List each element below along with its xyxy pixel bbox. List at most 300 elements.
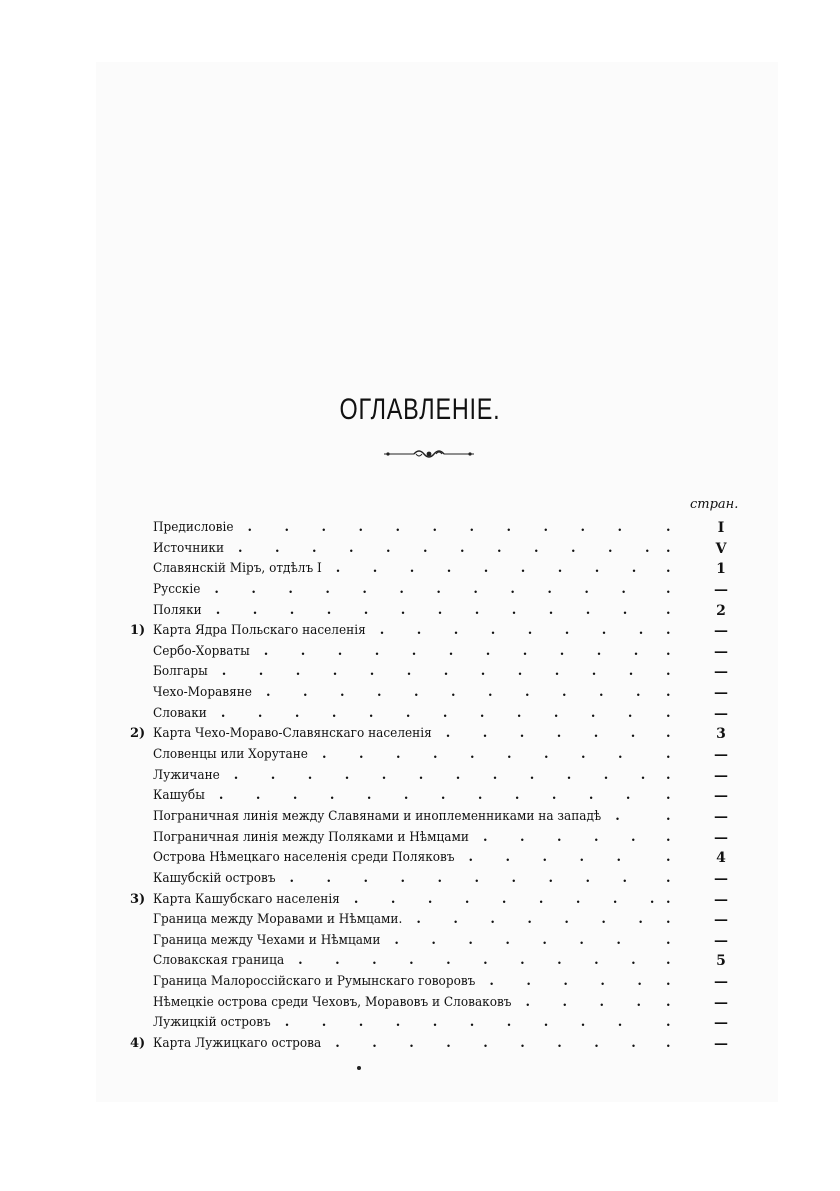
leader-dot: . (579, 850, 585, 866)
leader-dot: . (362, 581, 367, 597)
leader-dot: . (453, 623, 459, 639)
leader-dot: . (630, 726, 636, 742)
toc-entry (0, 1034, 840, 1055)
leader-dot: . (580, 747, 586, 763)
leader-dot: . (616, 932, 621, 948)
leader-dot: . (590, 705, 596, 721)
leader-dot: . (666, 602, 671, 618)
toc-entry-label: Сербо-Хорваты (153, 643, 250, 659)
leader-dot: . (563, 974, 568, 990)
leader-dot: . (525, 994, 531, 1010)
leader-dot: . (326, 870, 332, 886)
leader-dot: . (543, 520, 549, 535)
leader-dot: . (526, 974, 531, 990)
leader-dot: . (275, 540, 280, 556)
leader-dot: . (372, 1036, 377, 1052)
toc-entry (0, 1013, 840, 1034)
leader-dot: . (406, 664, 412, 680)
leader-dot: . (645, 540, 650, 556)
toc-entry (0, 662, 840, 683)
toc-entry-label: Кашубы (153, 788, 205, 804)
toc-entry (0, 931, 840, 952)
leader-dot: . (622, 870, 628, 886)
toc-entry-page: — (714, 912, 728, 929)
leader-dot: . (474, 870, 480, 886)
leader-dot: . (559, 643, 565, 659)
leader-dot: . (390, 891, 396, 907)
toc-entry (0, 518, 840, 539)
leader-dot: . (295, 664, 301, 680)
toc-entry-number: 4) (130, 1036, 146, 1052)
toc-entry (0, 972, 840, 993)
ornament-divider-icon (384, 446, 474, 462)
leader-dot: . (666, 1015, 671, 1031)
table-of-contents (0, 518, 840, 1055)
toc-entry-label: Граница между Моравами и Нѣмцами. (153, 912, 403, 928)
leader-dot: . (538, 891, 544, 907)
leader-dot: . (542, 850, 548, 866)
leader-dot: . (561, 685, 567, 701)
leader-dot: . (321, 1015, 327, 1031)
leader-dot: . (517, 664, 523, 680)
toc-entry-page: — (714, 994, 728, 1011)
leader-dot: . (490, 623, 496, 639)
leader-dot: . (487, 685, 493, 701)
toc-entry (0, 869, 840, 890)
leader-dot: . (363, 870, 369, 886)
leader-dot: . (637, 974, 642, 990)
leader-dot: . (616, 850, 622, 866)
leader-dot: . (409, 953, 414, 969)
leader-dot: . (416, 623, 422, 639)
leader-dot: . (423, 540, 428, 556)
leader-dot: . (621, 581, 626, 597)
leader-dot: . (300, 643, 306, 659)
leader-dot: . (591, 664, 597, 680)
toc-entry-label: Славянскiй Мiръ, отдѣлъ I (153, 561, 322, 577)
leader-dot: . (455, 767, 461, 783)
toc-entry-page: — (714, 705, 728, 722)
leader-dot: . (255, 788, 261, 804)
leader-dot: . (440, 788, 446, 804)
leader-dot: . (358, 520, 364, 535)
toc-entry (0, 807, 840, 828)
leader-dot: . (580, 520, 586, 535)
leader-dot: . (233, 767, 239, 783)
leader-dot: . (284, 520, 290, 535)
leader-dot: . (479, 705, 485, 721)
leader-dot: . (335, 953, 340, 969)
leader-dot: . (448, 643, 454, 659)
toc-entry (0, 993, 840, 1014)
leader-dot: . (337, 643, 343, 659)
toc-entry-label: Пограничная линiя между Поляками и Нѣмцами (153, 829, 469, 845)
toc-entry-page: — (714, 808, 728, 825)
leader-dot: . (394, 932, 399, 948)
toc-entry-label: Карта Лужицкаго острова (153, 1036, 322, 1052)
leader-dot: . (469, 520, 475, 535)
leader-dot: . (395, 747, 401, 763)
leader-dot: . (553, 705, 559, 721)
leader-dot: . (580, 1015, 586, 1031)
leader-dot: . (460, 540, 465, 556)
leader-dot: . (376, 685, 382, 701)
leader-dot: . (474, 602, 480, 618)
leader-dot: . (446, 1036, 451, 1052)
toc-entry (0, 621, 840, 642)
leader-dot: . (575, 891, 581, 907)
toc-entry-page: 2 (716, 602, 726, 619)
leader-dot: . (483, 561, 489, 577)
leader-dot: . (292, 788, 298, 804)
leader-dot: . (307, 767, 313, 783)
leader-dot: . (633, 643, 639, 659)
leader-dot: . (482, 726, 488, 742)
leader-dot: . (432, 747, 438, 763)
leader-dot: . (666, 581, 671, 597)
leader-dot: . (631, 953, 636, 969)
leader-dot: . (289, 602, 295, 618)
leader-dot: . (608, 540, 613, 556)
leader-dot: . (325, 581, 330, 597)
leader-dot: . (381, 767, 387, 783)
leader-dot: . (432, 520, 438, 535)
leader-dot: . (556, 829, 562, 845)
leader-dot: . (666, 643, 671, 659)
toc-entry-number: 2) (130, 726, 146, 742)
toc-entry-label: Словенцы или Хорутане (153, 747, 308, 763)
leader-dot: . (666, 1036, 671, 1052)
leader-dot: . (363, 602, 369, 618)
leader-dot: . (506, 747, 512, 763)
leader-dot: . (492, 767, 498, 783)
leader-dot: . (302, 685, 308, 701)
leader-dot: . (666, 623, 671, 639)
toc-entry-page: 3 (716, 726, 726, 743)
toc-entry-number: 1) (130, 623, 146, 639)
leader-dot: . (516, 705, 522, 721)
leader-dot: . (666, 520, 671, 535)
leader-dot: . (603, 767, 609, 783)
toc-entry-page: 4 (716, 850, 726, 867)
leader-dot: . (368, 705, 374, 721)
leader-dot: . (556, 726, 562, 742)
toc-entry-label: Карта Ядра Польскаго населенiя (153, 623, 366, 639)
toc-entry-label: Граница между Чехами и Нѣмцами (153, 932, 381, 948)
leader-dot: . (411, 643, 417, 659)
leader-dot: . (437, 602, 443, 618)
leader-dot: . (627, 705, 633, 721)
leader-dot: . (409, 561, 415, 577)
page-title: ОГЛАВЛЕНIЕ. (339, 393, 501, 426)
leader-dot: . (585, 870, 591, 886)
toc-entry-page: — (714, 623, 728, 640)
leader-dot: . (369, 664, 375, 680)
leader-dot: . (214, 581, 219, 597)
leader-dot: . (622, 602, 628, 618)
leader-dot: . (445, 726, 451, 742)
leader-dot: . (585, 602, 591, 618)
leader-dot: . (548, 870, 554, 886)
leader-dot: . (483, 1036, 488, 1052)
leader-dot: . (468, 932, 473, 948)
leader-dot: . (617, 747, 623, 763)
leader-dot: . (557, 953, 562, 969)
leader-dot: . (666, 705, 671, 721)
leader-dot: . (238, 540, 243, 556)
leader-dot: . (640, 767, 646, 783)
leader-dot: . (298, 953, 303, 969)
leader-dot: . (366, 788, 372, 804)
leader-dot: . (631, 561, 637, 577)
leader-dot: . (666, 850, 671, 866)
leader-dot: . (584, 581, 589, 597)
leader-dot: . (416, 912, 421, 928)
leader-dot: . (636, 994, 642, 1010)
leader-dot: . (666, 664, 671, 680)
toc-entry-page: — (714, 767, 728, 784)
toc-entry-page: V (715, 540, 727, 557)
leader-dot: . (405, 705, 411, 721)
leader-dot: . (649, 891, 655, 907)
leader-dot: . (358, 747, 364, 763)
leader-dot: . (331, 705, 337, 721)
leader-dot: . (221, 664, 227, 680)
toc-entry-page: — (714, 664, 728, 681)
leader-dot: . (543, 1015, 549, 1031)
toc-entry (0, 559, 840, 580)
leader-dot: . (468, 850, 474, 866)
leader-dot: . (510, 581, 515, 597)
leader-dot: . (579, 932, 584, 948)
leader-dot: . (312, 540, 317, 556)
leader-dot: . (349, 540, 354, 556)
toc-entry (0, 890, 840, 911)
leader-dot: . (519, 829, 525, 845)
leader-dot: . (215, 602, 221, 618)
leader-dot: . (258, 664, 264, 680)
page-column-header: стран. (690, 497, 739, 512)
leader-dot: . (564, 623, 570, 639)
leader-dot: . (501, 891, 507, 907)
leader-dot: . (638, 623, 644, 639)
leader-dot: . (600, 974, 605, 990)
leader-dot: . (432, 1015, 438, 1031)
leader-dot: . (288, 581, 293, 597)
toc-entry-page: — (714, 685, 728, 702)
leader-dot: . (446, 953, 451, 969)
leader-dot: . (374, 643, 380, 659)
leader-dot: . (615, 808, 620, 824)
toc-entry-page: — (714, 870, 728, 887)
toc-entry-page: — (714, 1015, 728, 1032)
leader-dot: . (446, 561, 452, 577)
toc-entry-label: Нѣмецкiе острова среди Чеховъ, Моравовъ и Словаковъ (153, 994, 512, 1010)
leader-dot: . (505, 932, 510, 948)
toc-entry-label: Карта Кашубскаго населенiя (153, 891, 340, 907)
leader-dot: . (666, 953, 671, 969)
leader-dot: . (593, 726, 599, 742)
toc-entry-label: Лужичане (153, 767, 220, 783)
toc-entry-label: Русскiе (153, 581, 201, 597)
toc-entry-label: Предисловiе (153, 520, 234, 535)
toc-entry-label: Граница Малороссiйскаго и Румынскаго говоровъ (153, 974, 476, 990)
leader-dot: . (511, 870, 517, 886)
leader-dot: . (358, 1015, 364, 1031)
leader-dot: . (666, 932, 671, 948)
leader-dot: . (666, 891, 671, 907)
leader-dot: . (666, 994, 671, 1010)
leader-dot: . (547, 581, 552, 597)
ink-speck (357, 1066, 361, 1070)
leader-dot: . (520, 953, 525, 969)
leader-dot: . (666, 767, 671, 783)
toc-entry-label: Лужицкiй островъ (153, 1015, 271, 1031)
toc-entry-page: — (714, 829, 728, 846)
toc-entry-label: Чехо-Моравяне (153, 685, 252, 701)
leader-dot: . (220, 705, 226, 721)
leader-dot: . (437, 870, 443, 886)
toc-entry-label: Кашубскiй островъ (153, 870, 276, 886)
leader-dot: . (630, 829, 636, 845)
leader-dot: . (594, 1036, 599, 1052)
leader-dot: . (612, 891, 618, 907)
leader-dot: . (386, 540, 391, 556)
leader-dot: . (395, 520, 401, 535)
leader-dot: . (469, 1015, 475, 1031)
leader-dot: . (666, 726, 671, 742)
toc-entry-label: Острова Нѣмецкаго населенiя среди Поляковъ (153, 850, 455, 866)
leader-dot: . (442, 705, 448, 721)
leader-dot: . (443, 664, 449, 680)
leader-dot: . (252, 602, 258, 618)
leader-dot: . (265, 685, 271, 701)
leader-dot: . (617, 520, 623, 535)
leader-dot: . (480, 664, 486, 680)
leader-dot: . (601, 623, 607, 639)
leader-dot: . (635, 685, 641, 701)
leader-dot: . (601, 912, 606, 928)
leader-dot: . (427, 891, 433, 907)
leader-dot: . (599, 994, 605, 1010)
leader-dot: . (506, 1015, 512, 1031)
leader-dot: . (571, 540, 576, 556)
toc-entry-label: Словаки (153, 705, 207, 721)
leader-dot: . (596, 643, 602, 659)
leader-dot: . (379, 623, 385, 639)
leader-dot: . (631, 1036, 636, 1052)
toc-entry (0, 683, 840, 704)
toc-entry-page: — (714, 788, 728, 805)
leader-dot: . (666, 747, 671, 763)
leader-dot: . (557, 1036, 562, 1052)
leader-dot: . (524, 685, 530, 701)
leader-dot: . (543, 747, 549, 763)
leader-dot: . (511, 602, 517, 618)
leader-dot: . (562, 994, 568, 1010)
leader-dot: . (485, 643, 491, 659)
leader-dot: . (483, 953, 488, 969)
leader-dot: . (522, 643, 528, 659)
leader-dot: . (666, 912, 671, 928)
leader-dot: . (464, 891, 470, 907)
leader-dot: . (666, 788, 671, 804)
toc-entry-page: — (714, 891, 728, 908)
toc-entry-page: — (714, 974, 728, 991)
toc-entry-page: 5 (716, 953, 726, 970)
leader-dot: . (469, 747, 475, 763)
leader-dot: . (409, 1036, 414, 1052)
toc-entry-label: Болгары (153, 664, 208, 680)
leader-dot: . (666, 540, 671, 556)
toc-entry-label: Карта Чехо-Моравo-Славянскаго населенiя (153, 726, 432, 742)
leader-dot: . (638, 912, 643, 928)
leader-dot: . (477, 788, 483, 804)
leader-dot: . (335, 1036, 340, 1052)
toc-entry-label: Словакская граница (153, 953, 285, 969)
leader-dot: . (251, 581, 256, 597)
leader-dot: . (534, 540, 539, 556)
toc-entry-page: — (714, 747, 728, 764)
leader-dot: . (548, 602, 554, 618)
leader-dot: . (263, 643, 269, 659)
leader-dot: . (284, 1015, 290, 1031)
leader-dot: . (588, 788, 594, 804)
leader-dot: . (520, 1036, 525, 1052)
leader-dot: . (554, 664, 560, 680)
leader-dot: . (505, 850, 511, 866)
toc-entry-label: Источники (153, 540, 225, 556)
toc-entry (0, 745, 840, 766)
leader-dot: . (482, 829, 488, 845)
leader-dot: . (418, 767, 424, 783)
toc-entry-page: I (717, 520, 725, 536)
leader-dot: . (527, 912, 532, 928)
leader-dot: . (594, 953, 599, 969)
leader-dot: . (666, 829, 671, 845)
leader-dot: . (628, 664, 634, 680)
toc-entry (0, 786, 840, 807)
toc-entry (0, 539, 840, 560)
leader-dot: . (497, 540, 502, 556)
leader-dot: . (489, 974, 494, 990)
leader-dot: . (321, 520, 327, 535)
leader-dot: . (257, 705, 263, 721)
toc-entry-page: — (714, 643, 728, 660)
leader-dot: . (527, 623, 533, 639)
leader-dot: . (450, 685, 456, 701)
leader-dot: . (473, 581, 478, 597)
leader-dot: . (666, 808, 671, 824)
leader-dot: . (400, 870, 406, 886)
leader-dot: . (395, 1015, 401, 1031)
leader-dot: . (329, 788, 335, 804)
leader-dot: . (566, 767, 572, 783)
leader-dot: . (335, 561, 341, 577)
leader-dot: . (506, 520, 512, 535)
toc-entry (0, 601, 840, 622)
toc-entry-label: Поляки (153, 602, 202, 618)
leader-dot: . (593, 829, 599, 845)
leader-dot: . (413, 685, 419, 701)
toc-entry (0, 766, 840, 787)
leader-dot: . (431, 932, 436, 948)
leader-dot: . (247, 520, 253, 535)
toc-entry (0, 951, 840, 972)
leader-dot: . (344, 767, 350, 783)
leader-dot: . (542, 932, 547, 948)
leader-dot: . (529, 767, 535, 783)
